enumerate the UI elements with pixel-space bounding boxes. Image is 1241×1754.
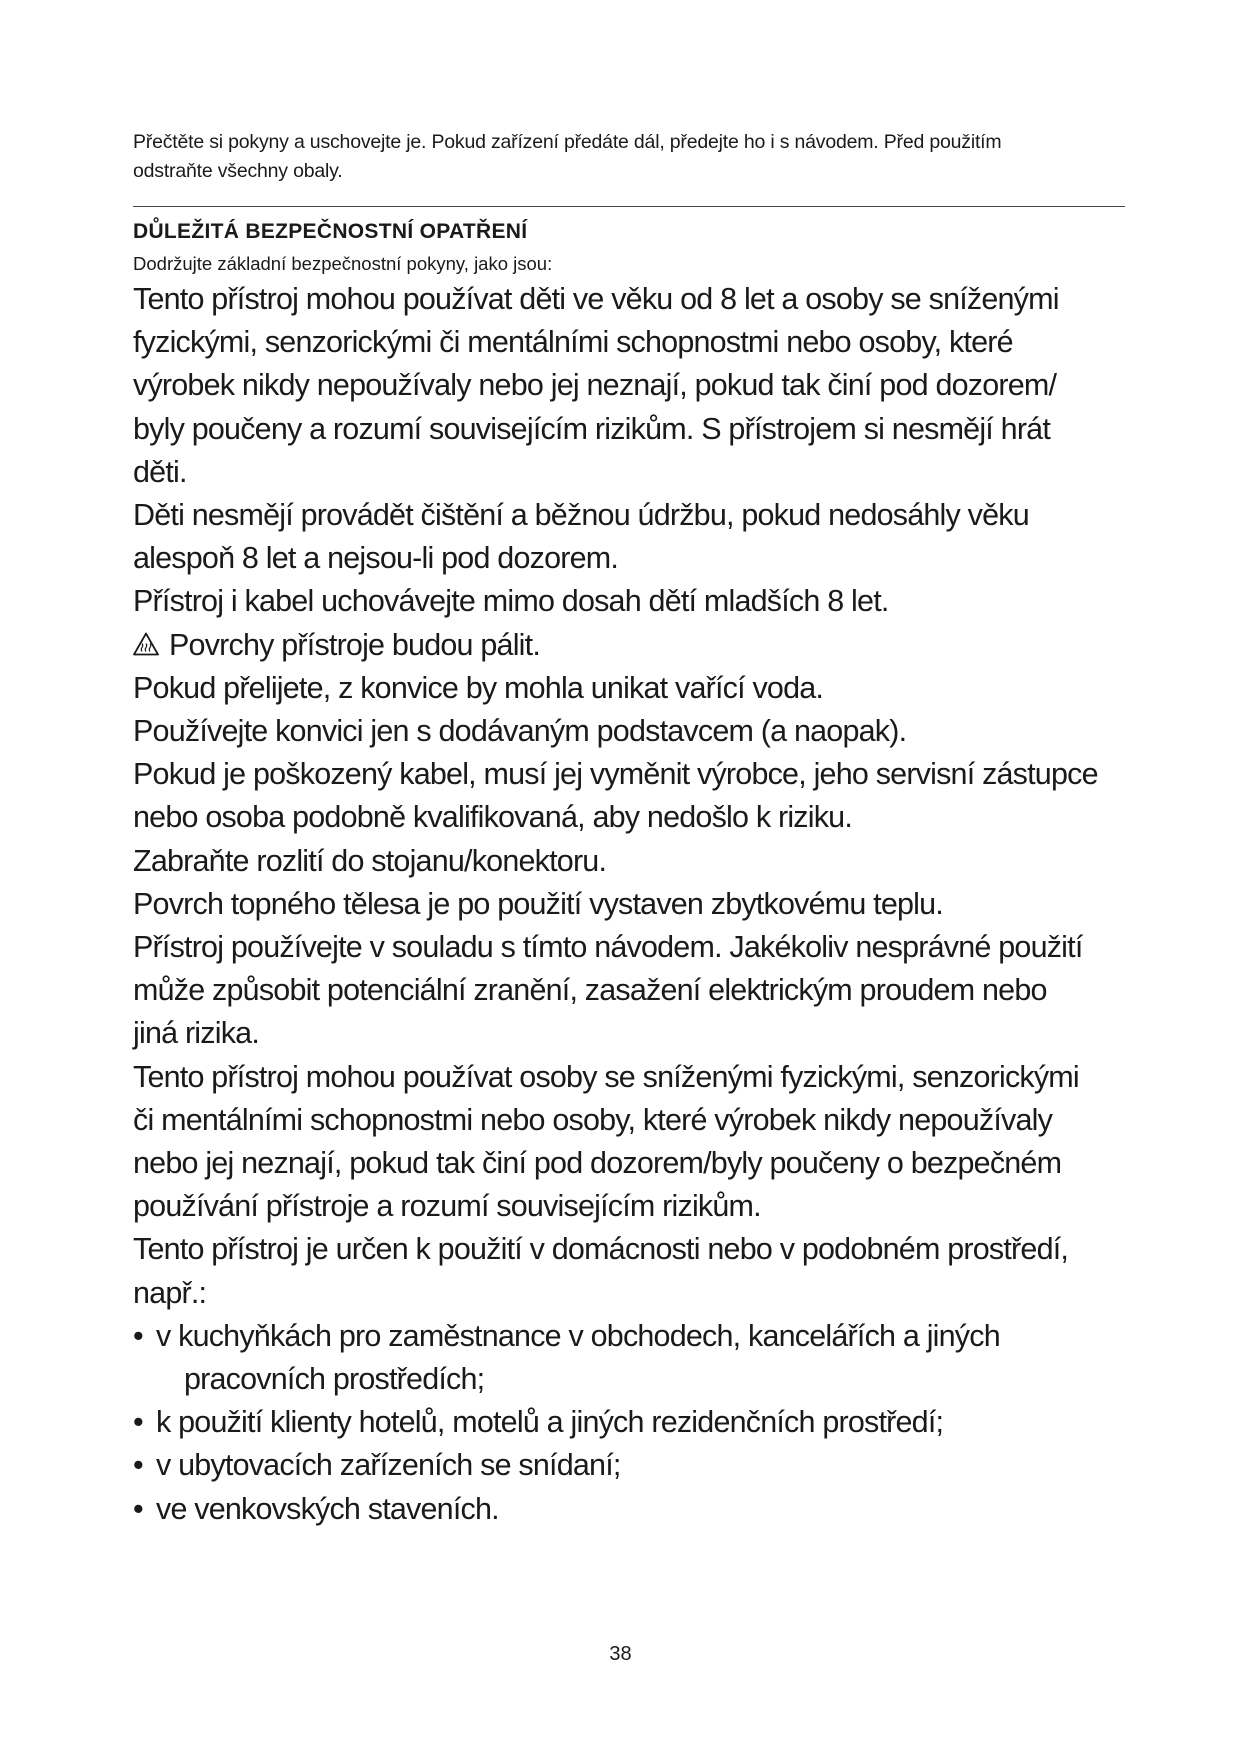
instruction-paragraph bbox=[133, 278, 1133, 494]
warning-text: Povrchy přístroje budou pálit. bbox=[169, 627, 541, 662]
section-subheading: Dodržujte základní bezpečnostní pokyny, jako jsou: bbox=[133, 253, 553, 274]
text-line: Povrch topného tělesa je po použití vystaven zbytkovému teplu. bbox=[133, 886, 943, 921]
text-line: Pokud přelijete, z konvice by mohla unikat vařící voda. bbox=[133, 670, 824, 705]
instruction-paragraph bbox=[133, 1056, 1133, 1229]
list-item bbox=[133, 1401, 1133, 1444]
text-line: ve venkovských staveních. bbox=[156, 1491, 499, 1526]
text-line: Přístroj používejte v souladu s tímto návodem. Jakékoliv nesprávné použití bbox=[133, 930, 1083, 965]
text-line: Přístroj i kabel uchovávejte mimo dosah dětí mladších 8 let. bbox=[133, 584, 889, 619]
text-line: nebo jej neznají, pokud tak činí pod dozorem/byly poučeny o bezpečném bbox=[133, 1146, 1062, 1181]
bullet-marker: • bbox=[133, 1318, 143, 1353]
instruction-paragraph bbox=[133, 926, 1133, 1056]
list-item bbox=[133, 1315, 1133, 1401]
text-line: v ubytovacích zařízeních se snídaní; bbox=[156, 1448, 621, 1483]
list-item bbox=[133, 1444, 1133, 1487]
intro-line: odstraňte všechny obaly. bbox=[133, 160, 343, 182]
text-line: Tento přístroj mohou používat osoby se sníženými fyzickými, senzorickými bbox=[133, 1059, 1079, 1094]
instruction-paragraph bbox=[133, 667, 1133, 710]
text-line: alespoň 8 let a nejsou-li pod dozorem. bbox=[133, 541, 619, 576]
text-line: pracovních prostředích; bbox=[184, 1362, 485, 1397]
intro-line: Přečtěte si pokyny a uschovejte je. Pokud zařízení předáte dál, předejte ho i s návodem. Před použitím bbox=[133, 131, 1002, 153]
section-divider bbox=[133, 206, 1125, 207]
text-line: výrobek nikdy nepoužívaly nebo jej neznají, pokud tak činí pod dozorem/ bbox=[133, 368, 1057, 403]
text-line: Tento přístroj mohou používat děti ve věku od 8 let a osoby se sníženými bbox=[133, 282, 1059, 316]
usage-environment-list bbox=[133, 1315, 1133, 1531]
page-number: 38 bbox=[609, 1643, 632, 1665]
text-line: jiná rizika. bbox=[133, 1016, 259, 1051]
text-line: v kuchyňkách pro zaměstnance v obchodech, kancelářích a jiných bbox=[156, 1318, 1000, 1353]
text-line: Tento přístroj je určen k použití v domácnosti nebo v podobném prostředí, bbox=[133, 1232, 1069, 1267]
warning-paragraph bbox=[133, 624, 1133, 667]
text-line: Používejte konvici jen s dodávaným podstavcem (a naopak). bbox=[133, 714, 907, 749]
text-line: nebo osoba podobně kvalifikovaná, aby nedošlo k riziku. bbox=[133, 800, 853, 835]
bullet-marker: • bbox=[133, 1491, 143, 1526]
instruction-paragraph bbox=[133, 883, 1133, 926]
text-line: může způsobit potenciální zranění, zasažení elektrickým proudem nebo bbox=[133, 973, 1047, 1008]
instruction-paragraph bbox=[133, 494, 1133, 580]
text-line: byly poučeny a rozumí souvisejícím rizikům. S přístrojem si nesmějí hrát bbox=[133, 411, 1051, 446]
bullet-marker: • bbox=[133, 1405, 143, 1440]
manual-page bbox=[133, 128, 1133, 1531]
text-line: např.: bbox=[133, 1275, 207, 1310]
text-line: fyzickými, senzorickými či mentálními schopnostmi nebo osoby, které bbox=[133, 325, 1013, 360]
text-line: Pokud je poškozený kabel, musí jej vyměnit výrobce, jeho servisní zástupce bbox=[133, 757, 1098, 792]
intro-text bbox=[133, 128, 1133, 186]
bullet-marker: • bbox=[133, 1448, 143, 1483]
instruction-paragraph bbox=[133, 710, 1133, 753]
instruction-paragraph bbox=[133, 580, 1133, 623]
list-item bbox=[133, 1488, 1133, 1531]
text-line: Zabraňte rozlití do stojanu/konektoru. bbox=[133, 843, 607, 878]
text-line: či mentálními schopnostmi nebo osoby, které výrobek nikdy nepoužívaly bbox=[133, 1102, 1053, 1137]
instruction-paragraph bbox=[133, 840, 1133, 883]
text-line: používání přístroje a rozumí souvisejícím rizikům. bbox=[133, 1189, 761, 1224]
hot-surface-warning-icon bbox=[133, 632, 159, 656]
instruction-paragraph bbox=[133, 1228, 1133, 1314]
safety-instructions bbox=[133, 278, 1133, 1531]
section-heading: DŮLEŽITÁ BEZPEČNOSTNÍ OPATŘENÍ bbox=[133, 220, 528, 243]
text-line: děti. bbox=[133, 454, 187, 489]
text-line: Děti nesmějí provádět čištění a běžnou údržbu, pokud nedosáhly věku bbox=[133, 498, 1029, 533]
instruction-paragraph bbox=[133, 753, 1133, 839]
text-line: k použití klienty hotelů, motelů a jiných rezidenčních prostředí; bbox=[156, 1405, 944, 1440]
